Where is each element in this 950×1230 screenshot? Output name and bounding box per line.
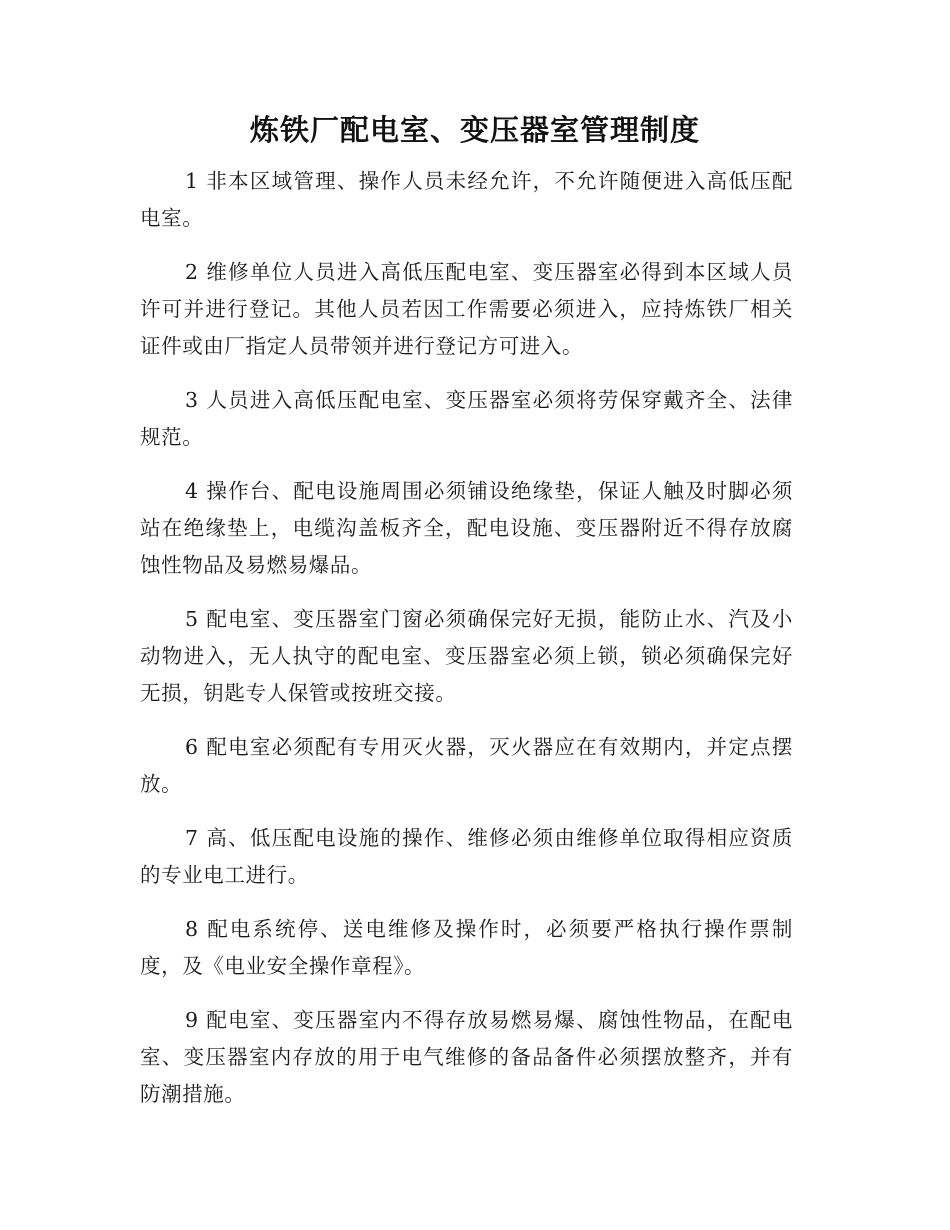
rule-paragraph-8: 8 配电系统停、送电维修及操作时，必须要严格执行操作票制度，及《电业安全操作章程》。 (140, 917, 793, 978)
rule-paragraph-4: 4 操作台、配电设施周围必须铺设绝缘垫，保证人触及时脚必须站在绝缘垫上，电缆沟盖板齐全，配电设施、变压器附近不得存放腐蚀性物品及易燃易爆品。 (140, 479, 793, 577)
rule-paragraph-2: 2 维修单位人员进入高低压配电室、变压器室必得到本区域人员许可并进行登记。其他人员若因工作需要必须进入，应持炼铁厂相关证件或由厂指定人员带领并进行登记方可进入。 (140, 260, 793, 358)
document-body (140, 163, 793, 1130)
rule-paragraph-5: 5 配电室、变压器室门窗必须确保完好无损，能防止水、汽及小动物进入，无人执守的配电室、变压器室必须上锁，锁必须确保完好无损，钥匙专人保管或按班交接。 (140, 607, 793, 705)
document-title: 炼铁厂配电室、变压器室管理制度 (249, 113, 700, 147)
rule-paragraph-7: 7 高、低压配电设施的操作、维修必须由维修单位取得相应资质的专业电工进行。 (140, 826, 793, 887)
rule-paragraph-6: 6 配电室必须配有专用灭火器，灭火器应在有效期内，并定点摆放。 (140, 735, 793, 796)
rule-paragraph-9: 9 配电室、变压器室内不得存放易燃易爆、腐蚀性物品，在配电室、变压器室内存放的用于电气维修的备品备件必须摆放整齐，并有防潮措施。 (140, 1008, 793, 1106)
rule-paragraph-3: 3 人员进入高低压配电室、变压器室必须将劳保穿戴齐全、法律规范。 (140, 388, 793, 449)
rule-paragraph-1: 1 非本区域管理、操作人员未经允许，不允许随便进入高低压配电室。 (140, 169, 793, 230)
